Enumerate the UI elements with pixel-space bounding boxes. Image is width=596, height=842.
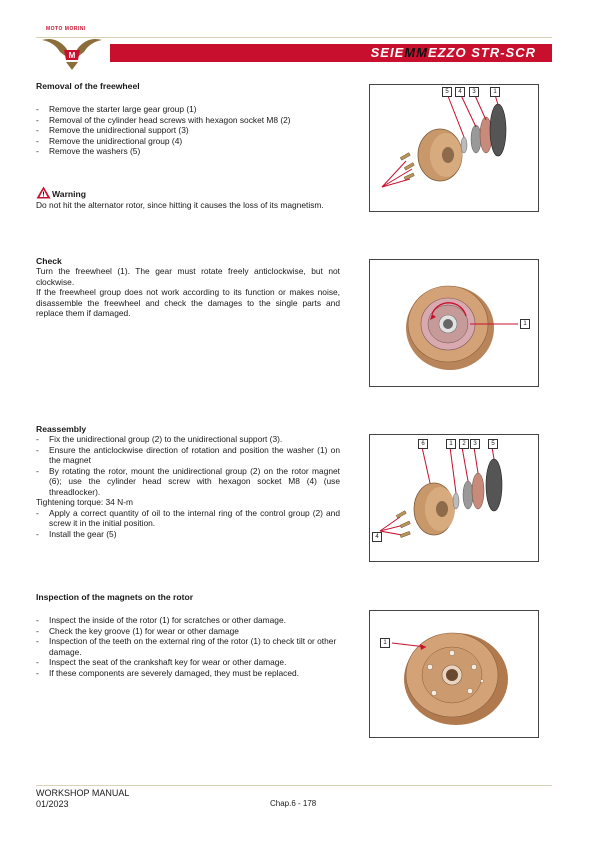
moto-morini-logo <box>40 26 104 74</box>
removal-section <box>36 81 340 157</box>
inspection-figure <box>369 610 539 738</box>
callout-label: 3 <box>470 439 480 449</box>
reassembly-figure <box>369 434 539 562</box>
callout-label: 5 <box>442 87 452 97</box>
callout-label: 4 <box>455 87 465 97</box>
footer-rule <box>36 785 552 786</box>
callout-label: 1 <box>520 319 530 329</box>
section-title: Inspection of the magnets on the rotor <box>36 592 194 602</box>
section-title: Reassembly <box>36 424 87 434</box>
list-item: - By rotating the rotor, mount the unidirectional group (2) on the rotor magnet (6); use the cylinder head screw with hexagon socket M8 (4) (use threadlocker). <box>36 466 340 498</box>
rotor-illustration <box>370 611 538 737</box>
warning-text: Do not hit the alternator rotor, since hitting it causes the loss of its magnetism. <box>36 200 324 210</box>
list-item: - Inspection of the teeth on the external ring of the rotor (1) to check tilt or other damage. <box>36 636 340 657</box>
list-item: - Remove the unidirectional support (3) <box>36 125 340 136</box>
callout-label: 5 <box>488 439 498 449</box>
section-title: Removal of the freewheel <box>36 81 140 91</box>
svg-text:M: M <box>68 51 76 60</box>
list-item: - Apply a correct quantity of oil to the internal ring of the control group (2) and screw it in the initial position. <box>36 508 340 529</box>
header-rule <box>36 37 552 38</box>
inspection-steps <box>36 615 340 678</box>
torque-value: Tightening torque: 34 N-m <box>36 497 133 507</box>
callout-label: 2 <box>459 439 469 449</box>
section-title: Check <box>36 256 62 266</box>
warning-block <box>36 186 340 211</box>
manual-date: 01/2023 <box>36 799 69 809</box>
callout-label: 1 <box>446 439 456 449</box>
freewheel-exploded-illustration <box>370 85 538 211</box>
callout-label: 1 <box>380 638 390 648</box>
removal-figure <box>369 84 539 212</box>
reassembly-steps <box>36 434 340 497</box>
warning-heading: Warning <box>36 186 340 199</box>
paragraph: Turn the freewheel (1). The gear must rotate freely anticlockwise, but not clockwise. <box>36 266 340 287</box>
freewheel-assembly-illustration <box>370 435 538 561</box>
inspection-section <box>36 592 340 678</box>
warning-triangle-icon <box>36 186 51 199</box>
paragraph: If the freewheel group does not work according to its function or makes noise, disassemble the freewheel and check the damages to the single parts and replace them if damaged. <box>36 287 340 318</box>
list-item: - Removal of the cylinder head screws with hexagon socket M8 (2) <box>36 115 340 126</box>
callout-label: 4 <box>372 532 382 542</box>
brand-wordmark: MOTO MORINI <box>46 26 86 32</box>
model-title: SEIEMMEZZO STR-SCR <box>370 45 536 60</box>
list-item: - Inspect the inside of the rotor (1) for scratches or other damage. <box>36 615 340 626</box>
freewheel-rotation-illustration <box>370 260 538 386</box>
list-item: - Check the key groove (1) for wear or other damage <box>36 626 340 637</box>
removal-steps <box>36 104 340 157</box>
reassembly-final-steps <box>36 508 340 540</box>
list-item: - Install the gear (5) <box>36 529 340 540</box>
reassembly-section <box>36 424 340 539</box>
check-figure <box>369 259 539 387</box>
callout-label: 1 <box>490 87 500 97</box>
list-item: - Fix the unidirectional group (2) to the unidirectional support (3). <box>36 434 340 445</box>
page-number: Chap.6 - 178 <box>270 799 317 808</box>
callout-label: 6 <box>418 439 428 449</box>
list-item: - Remove the washers (5) <box>36 146 340 157</box>
list-item: - If these components are severely damaged, they must be replaced. <box>36 668 340 679</box>
footer-manual-info <box>36 788 129 810</box>
eagle-emblem-icon <box>40 26 104 74</box>
list-item: - Ensure the anticlockwise direction of rotation and position the washer (1) on the magnet <box>36 445 340 466</box>
callout-label: 3 <box>469 87 479 97</box>
list-item: - Remove the unidirectional group (4) <box>36 136 340 147</box>
list-item: - Inspect the seat of the crankshaft key for wear or other damage. <box>36 657 340 668</box>
check-section <box>36 256 340 319</box>
list-item: - Remove the starter large gear group (1) <box>36 104 340 115</box>
manual-title: WORKSHOP MANUAL <box>36 788 130 798</box>
